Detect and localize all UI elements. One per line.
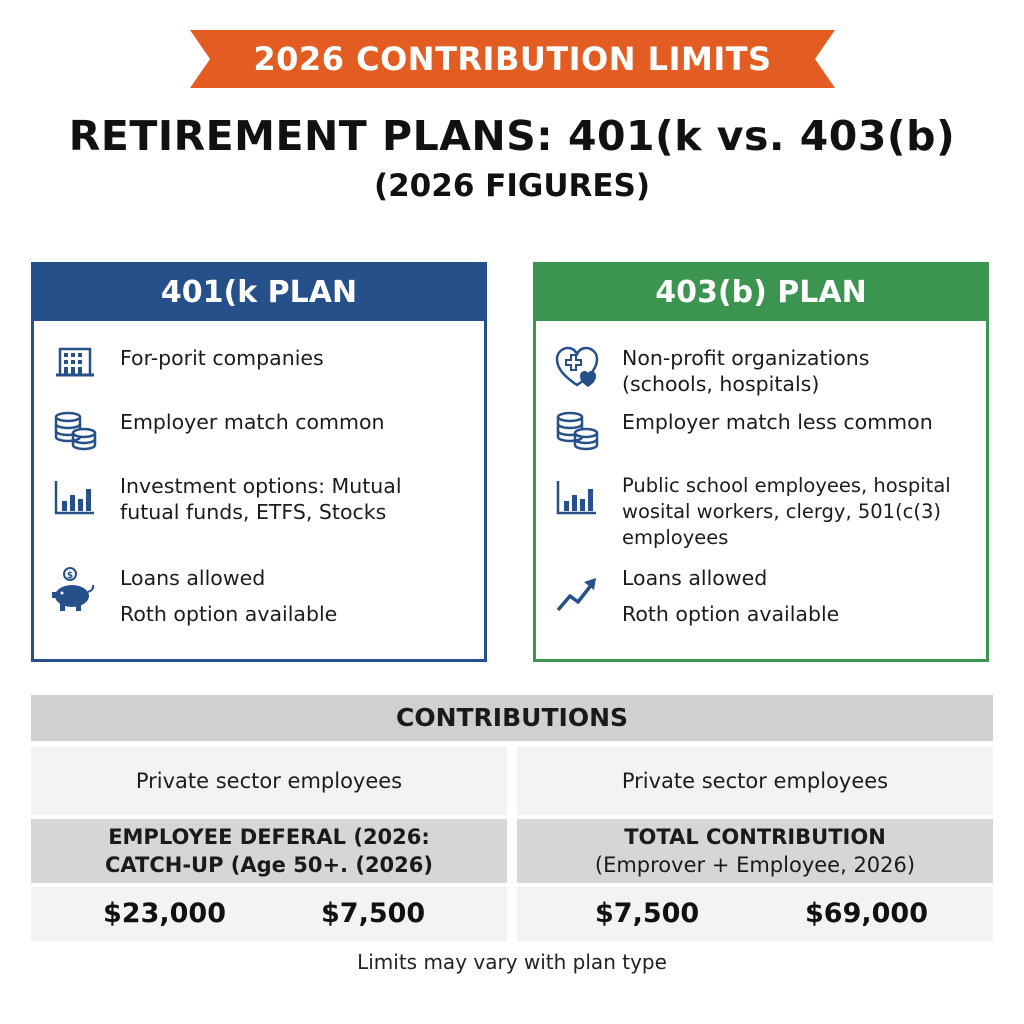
plan-card-403b [533, 262, 989, 662]
coins-icon [554, 407, 600, 453]
coins-icon [52, 407, 98, 453]
sector-label: Private sector employees [31, 747, 507, 815]
contributions-table [31, 695, 993, 941]
contribution-column-403b [517, 747, 993, 941]
plan-heading: 401(k PLAN [34, 265, 484, 321]
feature-text: Non-profit organizations (schools, hospitals) [622, 346, 870, 396]
total-contribution-value: $69,000 [805, 898, 928, 929]
feature-text: Employer match less common [622, 410, 933, 434]
catch-up-value: $7,500 [321, 898, 426, 929]
bar-chart-icon [52, 475, 98, 521]
heart-health-icon [554, 345, 600, 391]
trend-up-icon [554, 572, 600, 618]
banner-text: 2026 CONTRIBUTION LIMITS [253, 40, 772, 78]
building-icon [52, 339, 98, 385]
feature-text: Loans allowed Roth option available [120, 566, 338, 626]
bar-chart-icon [554, 475, 600, 521]
page-subtitle: (2026 FIGURES) [373, 168, 651, 204]
plan-card-401k [31, 262, 487, 662]
piggy-bank-icon [48, 566, 98, 616]
limit-label: TOTAL CONTRIBUTION (Emprover + Employee, 2026) [517, 819, 993, 883]
feature-text: Public school employees, hospital wosital workers, clergy, 501(c(3) employees [622, 474, 951, 549]
feature-text: Loans allowed Roth option available [622, 566, 840, 626]
limit-values [31, 887, 507, 941]
footnote: Limits may vary with plan type [357, 950, 667, 974]
contribution-column-401k [31, 747, 507, 941]
page-title: RETIREMENT PLANS: 401(k vs. 403(b) [68, 112, 956, 160]
banner [190, 30, 835, 88]
sector-label: Private sector employees [517, 747, 993, 815]
plan-heading: 403(b) PLAN [536, 265, 986, 321]
svg-text:$: $ [66, 571, 74, 581]
limit-values [517, 887, 993, 941]
feature-text: For-porit companies [120, 346, 324, 370]
catch-up-value: $7,500 [595, 898, 700, 929]
contributions-heading: CONTRIBUTIONS [31, 695, 993, 741]
feature-text: Employer match common [120, 410, 385, 434]
feature-text: Investment options: Mutual futual funds, ETFS, Stocks [120, 474, 402, 524]
limit-label: EMPLOYEE DEFERAL (2026: CATCH-UP (Age 50+. (2026) [31, 819, 507, 883]
employee-deferral-value: $23,000 [103, 898, 226, 929]
